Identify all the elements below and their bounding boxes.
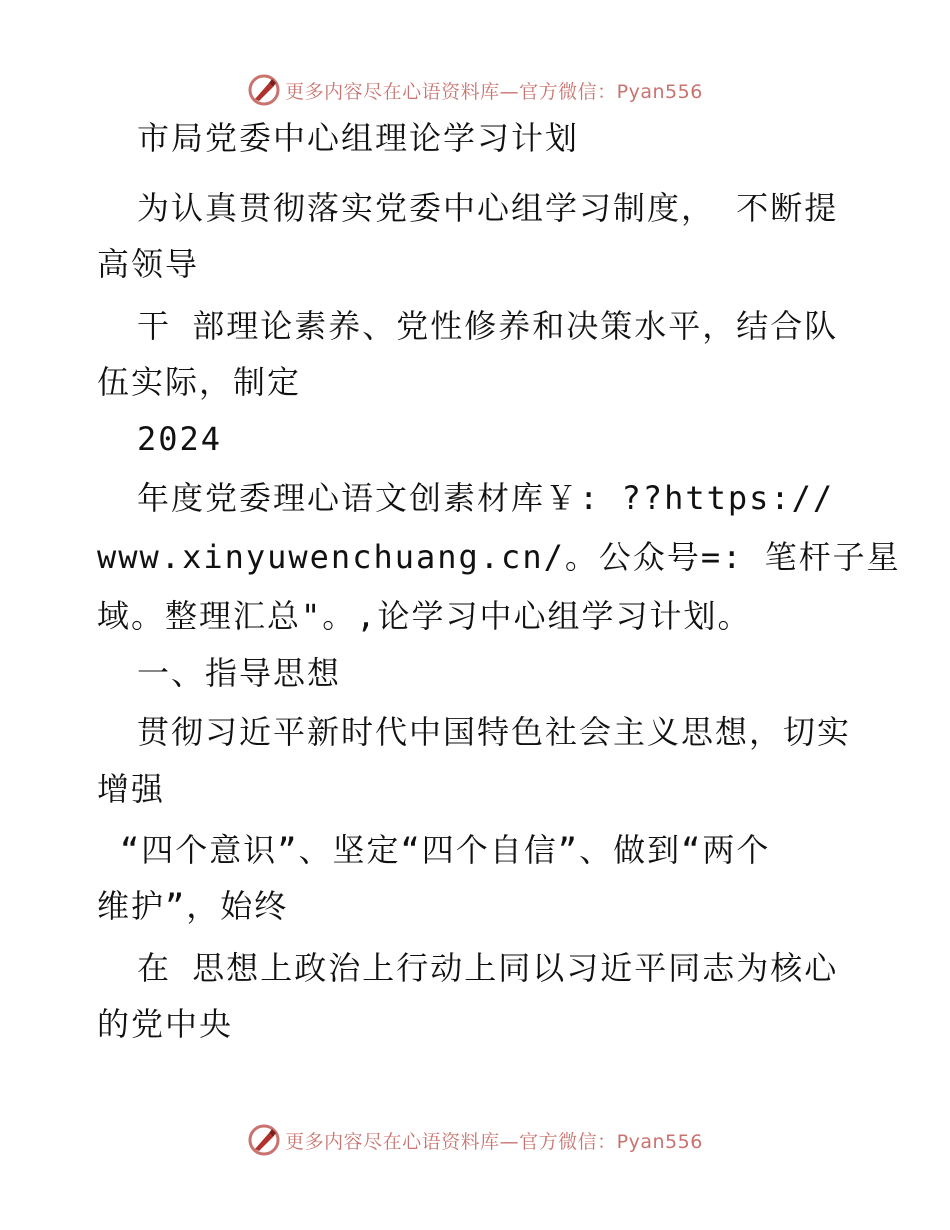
paragraph-line: 2024 — [137, 420, 223, 458]
section-heading: 一、指导思想 — [137, 654, 342, 692]
watermark-text: 更多内容尽在心语资料库—官方微信：Pyan556 — [285, 80, 703, 103]
paragraph-line: 维护”，始终 — [97, 887, 289, 925]
paragraph-line: 的党中央 — [97, 1005, 234, 1043]
paragraph-line: 高领导 — [97, 245, 200, 283]
pen-logo-icon — [247, 73, 281, 107]
pen-logo-icon — [247, 1123, 281, 1157]
paragraph-line: “四个意识”、坚定“四个自信”、做到“两个 — [120, 831, 771, 869]
paragraph-line: 贯彻习近平新时代中国特色社会主义思想，切实 — [137, 713, 852, 751]
paragraph-line: 域。整理汇总"。,论学习中心组学习计划。 — [97, 597, 752, 635]
header-watermark — [0, 70, 950, 110]
paragraph-line: 年度党委理心语文创素材库￥: ??https:// — [137, 479, 835, 517]
paragraph-line: 增强 — [97, 770, 166, 808]
paragraph-line: 干 部理论素养、党性修养和决策水平，结合队 — [137, 307, 839, 345]
paragraph-line: www.xinyuwenchuang.cn/。公众号=: 笔杆子星 — [97, 538, 901, 576]
paragraph-line: 伍实际，制定 — [97, 363, 302, 401]
watermark-text: 更多内容尽在心语资料库—官方微信：Pyan556 — [285, 1130, 703, 1153]
footer-watermark — [0, 1120, 950, 1160]
paragraph-line: 在 思想上政治上行动上同以习近平同志为核心 — [137, 949, 839, 987]
doc-title: 市局党委中心组理论学习计划 — [137, 119, 580, 157]
paragraph-line: 为认真贯彻落实党委中心组学习制度， 不断提 — [137, 189, 839, 227]
